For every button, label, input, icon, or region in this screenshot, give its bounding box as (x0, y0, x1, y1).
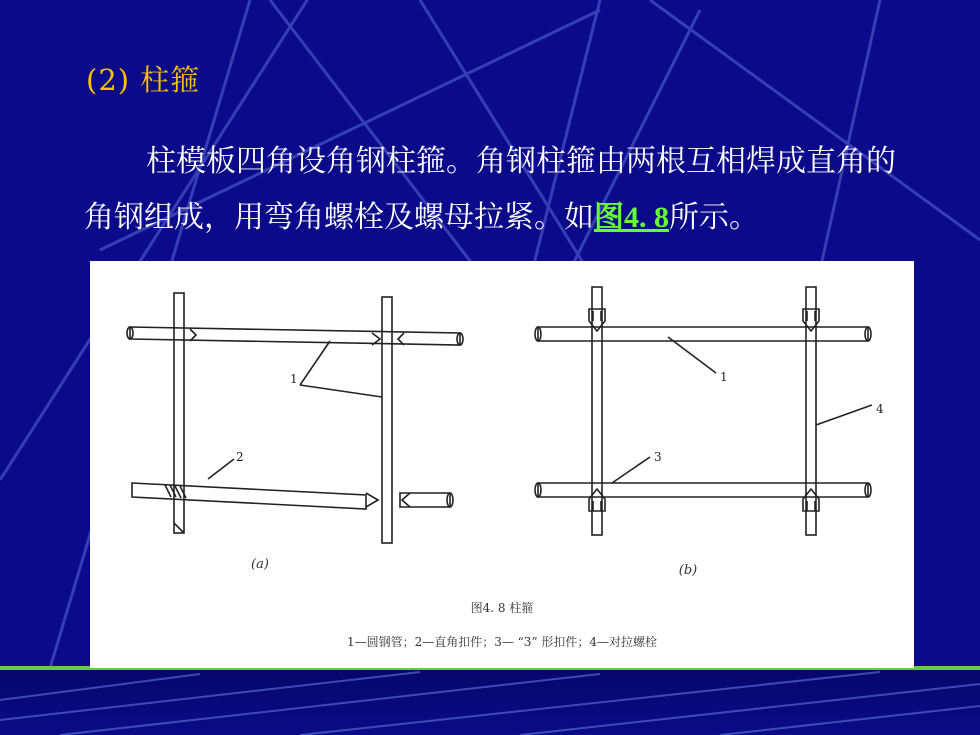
figure-link[interactable]: 图4. 8 (594, 201, 669, 234)
figure-panel (90, 261, 914, 668)
callout-1b: 1 (720, 370, 728, 384)
callout-1a: 1 (290, 372, 298, 386)
callout-3: 3 (654, 450, 662, 464)
section-heading: (2) 柱箍 (86, 63, 201, 97)
body-paragraph (84, 134, 914, 246)
callout-2: 2 (236, 450, 244, 464)
callout-4: 4 (876, 402, 884, 416)
figure-caption: 图4. 8 柱箍 (470, 601, 534, 615)
figure-legend: 1—圆钢管；2—直角扣件；3— “3” 形扣件；4—对拉螺栓 (346, 635, 658, 649)
subfigure-label-a: (a) (251, 557, 269, 572)
paragraph-text: 柱模板四角设角钢柱箍。角钢柱箍由两根互相焊成直角的角钢组成，用弯角螺栓及螺母拉紧。如 (84, 144, 896, 235)
subfigure-label-b: (b) (678, 563, 698, 578)
paragraph-text-end: 所示。 (669, 200, 759, 235)
